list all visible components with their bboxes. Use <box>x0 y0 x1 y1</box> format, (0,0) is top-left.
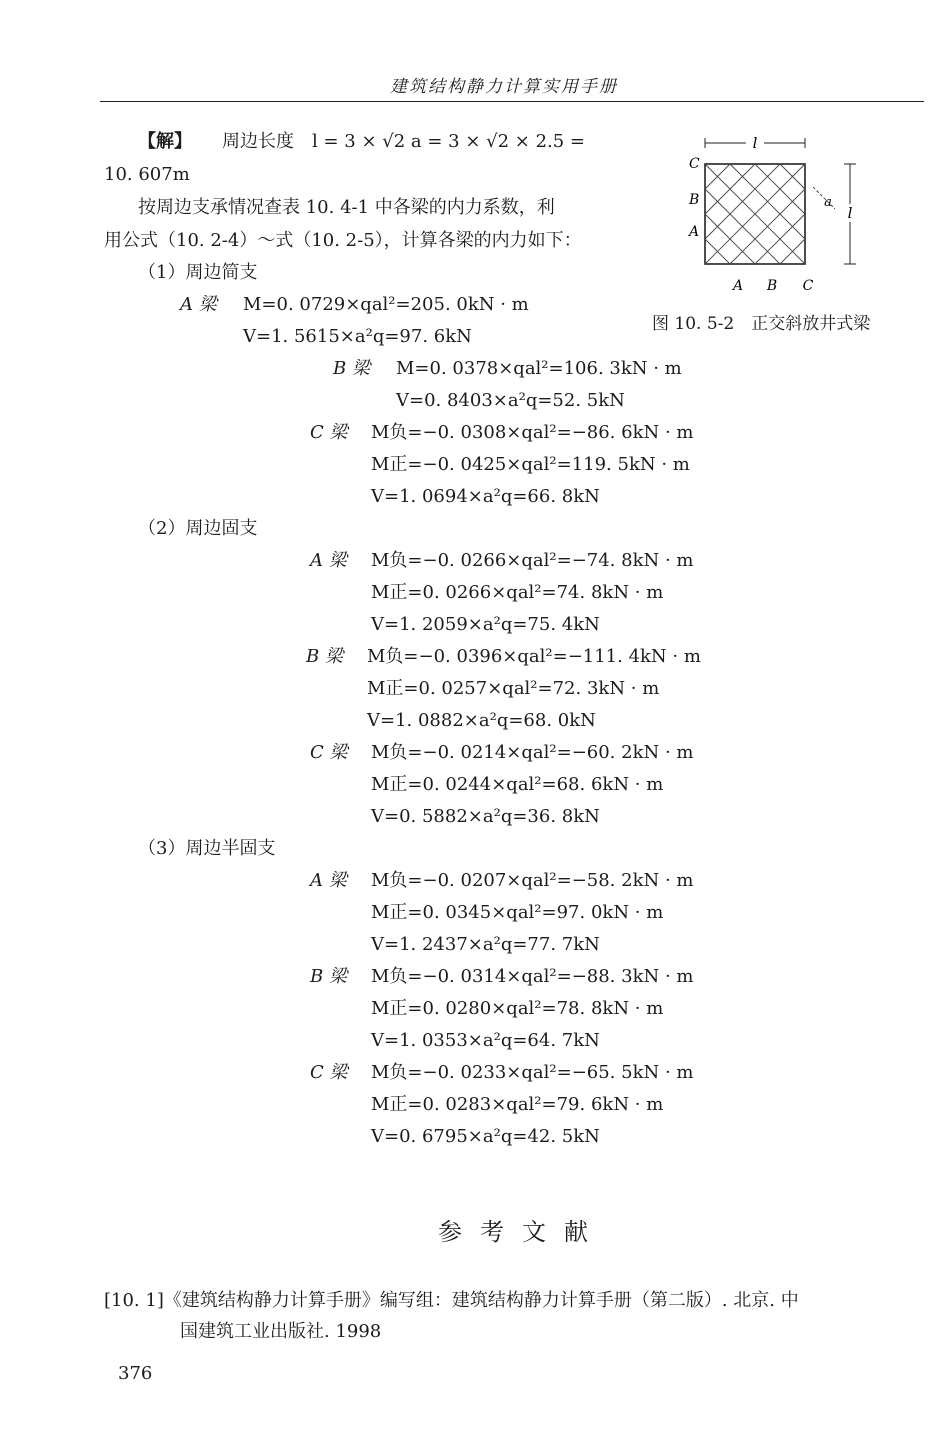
case1-beam-c-shear: V=1. 0694×a²q=66. 8kN <box>371 486 600 507</box>
case2-beam-b-label: B 梁 <box>306 646 343 667</box>
page-number: 376 <box>118 1363 153 1384</box>
running-header: 建筑结构静力计算实用手册 <box>390 77 618 97</box>
figure-caption: 图 10. 5-2 正交斜放井式梁 <box>652 314 871 334</box>
case2-beam-c-shear: V=0. 5882×a²q=36. 8kN <box>371 806 600 827</box>
bottom-label-c: C <box>802 278 814 294</box>
bottom-label-a: A <box>732 278 744 294</box>
case3-beam-c-label: C 梁 <box>310 1062 348 1083</box>
case-title-fixed: （2）周边固支 <box>138 518 258 539</box>
intro-line-1: 按周边支承情况查表 10. 4-1 中各梁的内力系数，利 <box>138 197 555 218</box>
case1-beam-a-moment: M=0. 0729×qal²=205. 0kN · m <box>243 294 529 315</box>
case1-beam-b-shear: V=0. 8403×a²q=52. 5kN <box>396 390 625 411</box>
references-title: 参考文献 <box>438 1218 606 1246</box>
bottom-label-b: B <box>766 278 778 294</box>
case-title-semi-fixed: （3）周边半固支 <box>138 838 276 859</box>
diagonal-spacing-label: a <box>824 195 832 210</box>
perimeter-result: 10. 607m <box>104 164 190 185</box>
case2-beam-b-moment-neg: M负=−0. 0396×qal²=−111. 4kN · m <box>367 646 701 667</box>
case3-beam-b-moment-pos: M正=0. 0280×qal²=78. 8kN · m <box>371 998 664 1019</box>
case3-beam-b-label: B 梁 <box>310 966 347 987</box>
case2-beam-b-moment-pos: M正=0. 0257×qal²=72. 3kN · m <box>367 678 660 699</box>
case2-beam-c-label: C 梁 <box>310 742 348 763</box>
case3-beam-a-label: A 梁 <box>310 870 347 891</box>
case2-beam-a-shear: V=1. 2059×a²q=75. 4kN <box>371 614 600 635</box>
solution-label: 【解】 <box>138 131 192 152</box>
case2-beam-a-moment-pos: M正=0. 0266×qal²=74. 8kN · m <box>371 582 664 603</box>
top-dimension-label: l <box>752 134 758 152</box>
case-title-simply-supported: （1）周边简支 <box>138 262 258 283</box>
case3-beam-c-moment-pos: M正=0. 0283×qal²=79. 6kN · m <box>371 1094 664 1115</box>
case3-beam-c-shear: V=0. 6795×a²q=42. 5kN <box>371 1126 600 1147</box>
case1-beam-a-shear: V=1. 5615×a²q=97. 6kN <box>243 326 472 347</box>
case1-beam-c-moment-pos: M正=−0. 0425×qal²=119. 5kN · m <box>371 454 690 475</box>
case2-beam-c-moment-neg: M负=−0. 0214×qal²=−60. 2kN · m <box>371 742 694 763</box>
case3-beam-b-moment-neg: M负=−0. 0314×qal²=−88. 3kN · m <box>371 966 694 987</box>
perimeter-formula: 周边长度 l = 3 × √2 a = 3 × √2 × 2.5 = <box>222 131 586 152</box>
left-label-b: B <box>689 192 700 208</box>
case3-beam-a-moment-neg: M负=−0. 0207×qal²=−58. 2kN · m <box>371 870 694 891</box>
case2-beam-a-label: A 梁 <box>310 550 347 571</box>
case3-beam-b-shear: V=1. 0353×a²q=64. 7kN <box>371 1030 600 1051</box>
case1-beam-c-moment-neg: M负=−0. 0308×qal²=−86. 6kN · m <box>371 422 694 443</box>
case3-beam-a-moment-pos: M正=0. 0345×qal²=97. 0kN · m <box>371 902 664 923</box>
left-label-a: A <box>689 224 700 240</box>
case1-beam-a-label: A 梁 <box>180 294 217 315</box>
case1-beam-b-moment: M=0. 0378×qal²=106. 3kN · m <box>396 358 682 379</box>
case3-beam-a-shear: V=1. 2437×a²q=77. 7kN <box>371 934 600 955</box>
case1-beam-b-label: B 梁 <box>333 358 370 379</box>
reference-item-line-2: 国建筑工业出版社. 1998 <box>180 1321 382 1342</box>
case2-beam-a-moment-neg: M负=−0. 0266×qal²=−74. 8kN · m <box>371 550 694 571</box>
side-dimension-label: l <box>847 204 853 222</box>
intro-line-2: 用公式（10. 2-4）～式（10. 2-5），计算各梁的内力如下： <box>104 230 582 251</box>
case2-beam-b-shear: V=1. 0882×a²q=68. 0kN <box>367 710 596 731</box>
header-rule <box>100 101 924 102</box>
left-label-c: C <box>689 156 700 172</box>
grid-beam-diagram <box>676 128 876 302</box>
case2-beam-c-moment-pos: M正=0. 0244×qal²=68. 6kN · m <box>371 774 664 795</box>
case1-beam-c-label: C 梁 <box>310 422 348 443</box>
case3-beam-c-moment-neg: M负=−0. 0233×qal²=−65. 5kN · m <box>371 1062 694 1083</box>
reference-item-line-1: [10. 1]《建筑结构静力计算手册》编写组：建筑结构静力计算手册（第二版）. 北京. 中 <box>104 1290 799 1311</box>
